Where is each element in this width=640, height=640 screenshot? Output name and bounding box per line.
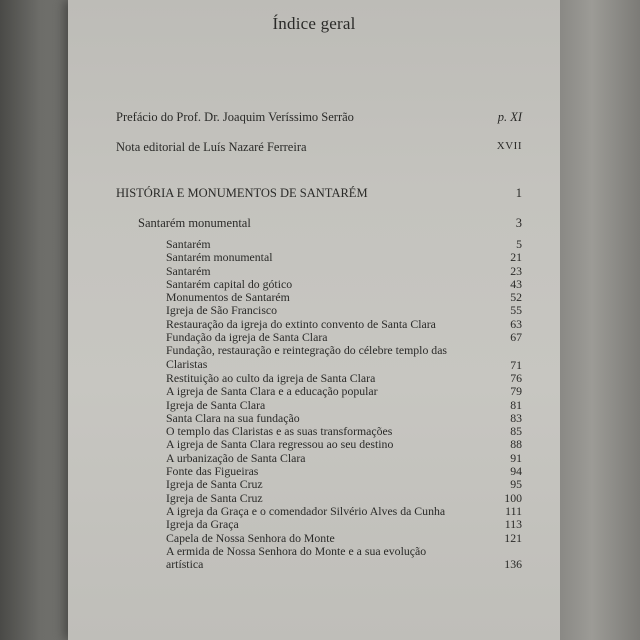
- toc-entry: [166, 385, 522, 398]
- toc-entry-title: Fundação, restauração e reintegração do célebre templo das Claristas: [166, 343, 448, 371]
- toc-entry: [166, 251, 522, 264]
- toc-entry-page: 91: [510, 450, 522, 465]
- toc-entry: [166, 425, 522, 438]
- toc-entry-title: Santarém monumental: [166, 250, 273, 265]
- toc-entry-page: p. XI: [497, 110, 522, 124]
- toc-entry: [166, 238, 522, 251]
- toc-part-heading: [116, 186, 522, 201]
- toc-entry-page: 95: [510, 477, 522, 492]
- toc-entry-page: 83: [510, 410, 522, 425]
- toc-entry-page: 94: [510, 464, 522, 479]
- toc-entry-title: Santarém: [166, 263, 211, 278]
- toc-entry: [166, 291, 522, 304]
- toc-entry: [166, 399, 522, 412]
- toc-entry: [166, 412, 522, 425]
- toc-entry-title: Monumentos de Santarém: [166, 290, 290, 305]
- toc-entry-page: 63: [510, 316, 522, 331]
- toc-entry-title: Fundação da igreja de Santa Clara: [166, 330, 328, 345]
- toc-entry: [166, 532, 522, 545]
- toc-entry-title: Capela de Nossa Senhora do Monte: [166, 530, 335, 545]
- toc-entry-page: 100: [504, 490, 522, 505]
- toc-entry-title: Santarém: [166, 237, 211, 251]
- toc-entry-preface: [116, 110, 522, 125]
- toc-entry: [166, 372, 522, 385]
- toc-entry: [166, 492, 522, 505]
- toc-entry-title: Santa Clara na sua fundação: [166, 410, 300, 425]
- toc-entry-page: 5: [516, 237, 522, 251]
- toc-entry: [166, 545, 522, 572]
- toc-entry-page: 113: [504, 517, 522, 532]
- toc-entry: [166, 465, 522, 478]
- adjacent-page-edge: [560, 0, 640, 640]
- toc-entry: [166, 478, 522, 491]
- toc-entry-title: Igreja da Graça: [166, 517, 239, 532]
- toc-entry: [166, 318, 522, 331]
- toc-entry-title: Igreja de Santa Cruz: [166, 490, 263, 505]
- toc-part-title: HISTÓRIA E MONUMENTOS DE SANTARÉM: [116, 186, 368, 200]
- toc-entry: [166, 265, 522, 278]
- toc-entry-page: 67: [510, 330, 522, 345]
- toc-entry-title: Nota editorial de Luís Nazaré Ferreira: [116, 140, 307, 154]
- toc-entry-page: 52: [510, 290, 522, 305]
- toc-entry-page: 23: [510, 263, 522, 278]
- toc-entry-page: 111: [505, 503, 522, 518]
- toc-section-title: Santarém monumental: [138, 216, 251, 230]
- toc-entry-page: 88: [510, 437, 522, 452]
- toc-entry: [166, 505, 522, 518]
- book-page: [68, 0, 560, 640]
- toc-entry-title: Santarém capital do gótico: [166, 276, 293, 291]
- toc-entry-title: Igreja de Santa Cruz: [166, 477, 263, 492]
- toc-entry-page: 55: [510, 303, 522, 318]
- toc-entry: [166, 344, 522, 372]
- toc-entry-title: A igreja de Santa Clara regressou ao seu destino: [166, 437, 394, 452]
- toc-entry-title: A igreja da Graça e o comendador Silvério Alves da Cunha: [166, 503, 446, 518]
- toc-entry-page: 76: [510, 370, 522, 385]
- toc-entry-title: A urbanização de Santa Clara: [166, 450, 306, 465]
- toc-section-page: 3: [515, 216, 522, 230]
- toc-entry-editorial-note: [116, 140, 522, 155]
- toc-entry-page: 85: [510, 424, 522, 439]
- toc-entry-title: Igreja de São Francisco: [166, 303, 278, 318]
- toc-entry-title: A ermida de Nossa Senhora do Monte e a sua evolução artística: [166, 543, 427, 572]
- toc-entry: [166, 331, 522, 344]
- toc-entry-title: Prefácio do Prof. Dr. Joaquim Veríssimo Serrão: [116, 110, 354, 124]
- toc-entry: [166, 304, 522, 317]
- toc-entry-title: Igreja de Santa Clara: [166, 397, 266, 412]
- toc-entry-title: O templo das Claristas e as suas transformações: [166, 424, 393, 439]
- page-heading: Índice geral: [272, 14, 356, 33]
- toc-entry-list: [166, 238, 522, 571]
- toc-entry-page: 136: [504, 557, 522, 572]
- toc-entry-page: 121: [504, 530, 522, 545]
- toc-entry-page: 21: [510, 250, 522, 265]
- toc-section-heading: [138, 216, 522, 231]
- toc-entry: [166, 518, 522, 531]
- toc-entry-page: 81: [510, 397, 522, 412]
- toc-entry-title: Restauração da igreja do extinto convento de Santa Clara: [166, 316, 436, 331]
- toc-entry: [166, 438, 522, 451]
- toc-entry-title: A igreja de Santa Clara e a educação popular: [166, 384, 378, 399]
- toc-part-page: 1: [515, 186, 522, 200]
- toc-entry-page: 43: [510, 276, 522, 291]
- toc-entry-page: 79: [510, 384, 522, 399]
- toc-entry-page: XVII: [496, 140, 522, 152]
- toc-entry: [166, 278, 522, 291]
- toc-entry-title: Restituição ao culto da igreja de Santa Clara: [166, 370, 376, 385]
- toc-entry-page: 71: [510, 357, 522, 372]
- toc-entry: [166, 452, 522, 465]
- toc-entry-title: Fonte das Figueiras: [166, 464, 259, 479]
